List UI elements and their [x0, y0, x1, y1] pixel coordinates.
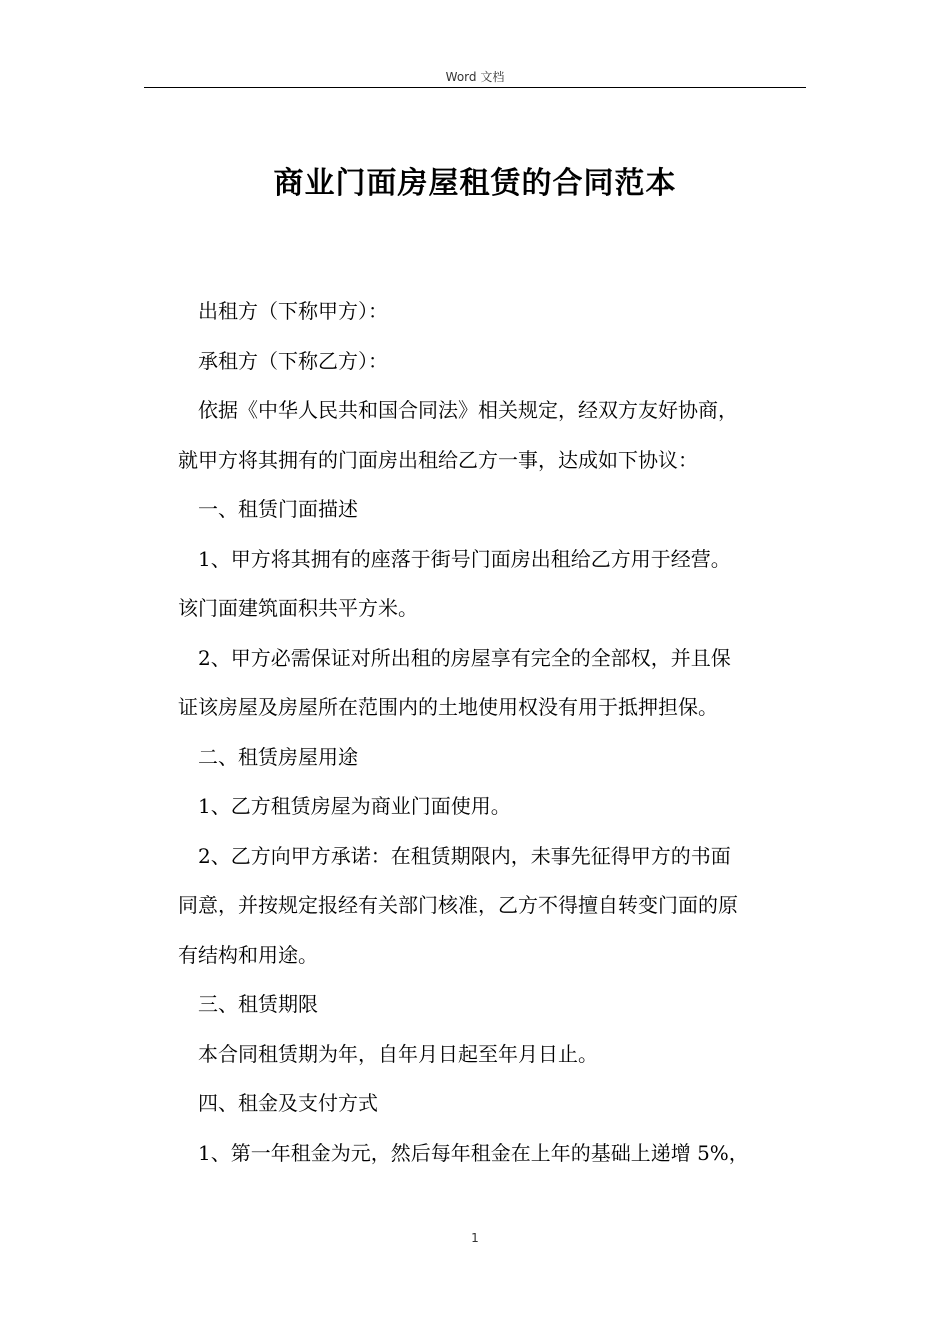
- section-heading: 四、租金及支付方式: [198, 1091, 378, 1115]
- text-line: 有结构和用途。: [178, 942, 318, 967]
- text-line: 证该房屋及房屋所在范围内的土地使用权没有用于抵押担保。: [178, 695, 718, 719]
- text-line: 2、乙方向甲方承诺：在租赁期限内，未事先征得甲方的书面: [198, 843, 731, 868]
- section-heading: 三、租赁期限: [198, 992, 318, 1016]
- section-heading: 一、租赁门面描述: [198, 497, 358, 521]
- document-title: 商业门面房屋租赁的合同范本: [273, 166, 677, 201]
- text-line: 同意，并按规定报经有关部门核准，乙方不得擅自转变门面的原: [178, 893, 738, 917]
- text-line: 本合同租赁期为年，自年月日起至年月日止。: [198, 1041, 598, 1066]
- document-body: [178, 287, 806, 1178]
- text-line: 1、乙方租赁房屋为商业门面使用。: [198, 794, 511, 818]
- text-line: 2、甲方必需保证对所出租的房屋享有完全的全部权，并且保: [198, 645, 731, 670]
- text-line: 依据《中华人民共和国合同法》相关规定，经双方友好协商，: [198, 398, 738, 422]
- text-line: 就甲方将其拥有的门面房出租给乙方一事，达成如下协议：: [178, 447, 698, 472]
- text-line: 该门面建筑面积共平方米。: [178, 596, 418, 620]
- text-line: 承租方（下称乙方）：: [198, 348, 388, 373]
- text-line: 1、第一年租金为元，然后每年租金在上年的基础上递增 5%，: [198, 1140, 749, 1165]
- text-line: 出租方（下称甲方）：: [198, 299, 388, 323]
- page-header: Word 文档: [445, 70, 505, 84]
- header-divider: [144, 87, 806, 88]
- text-line: 1、甲方将其拥有的座落于街号门面房出租给乙方用于经营。: [198, 546, 731, 571]
- section-heading: 二、租赁房屋用途: [198, 744, 358, 769]
- page-number: 1: [471, 1231, 479, 1245]
